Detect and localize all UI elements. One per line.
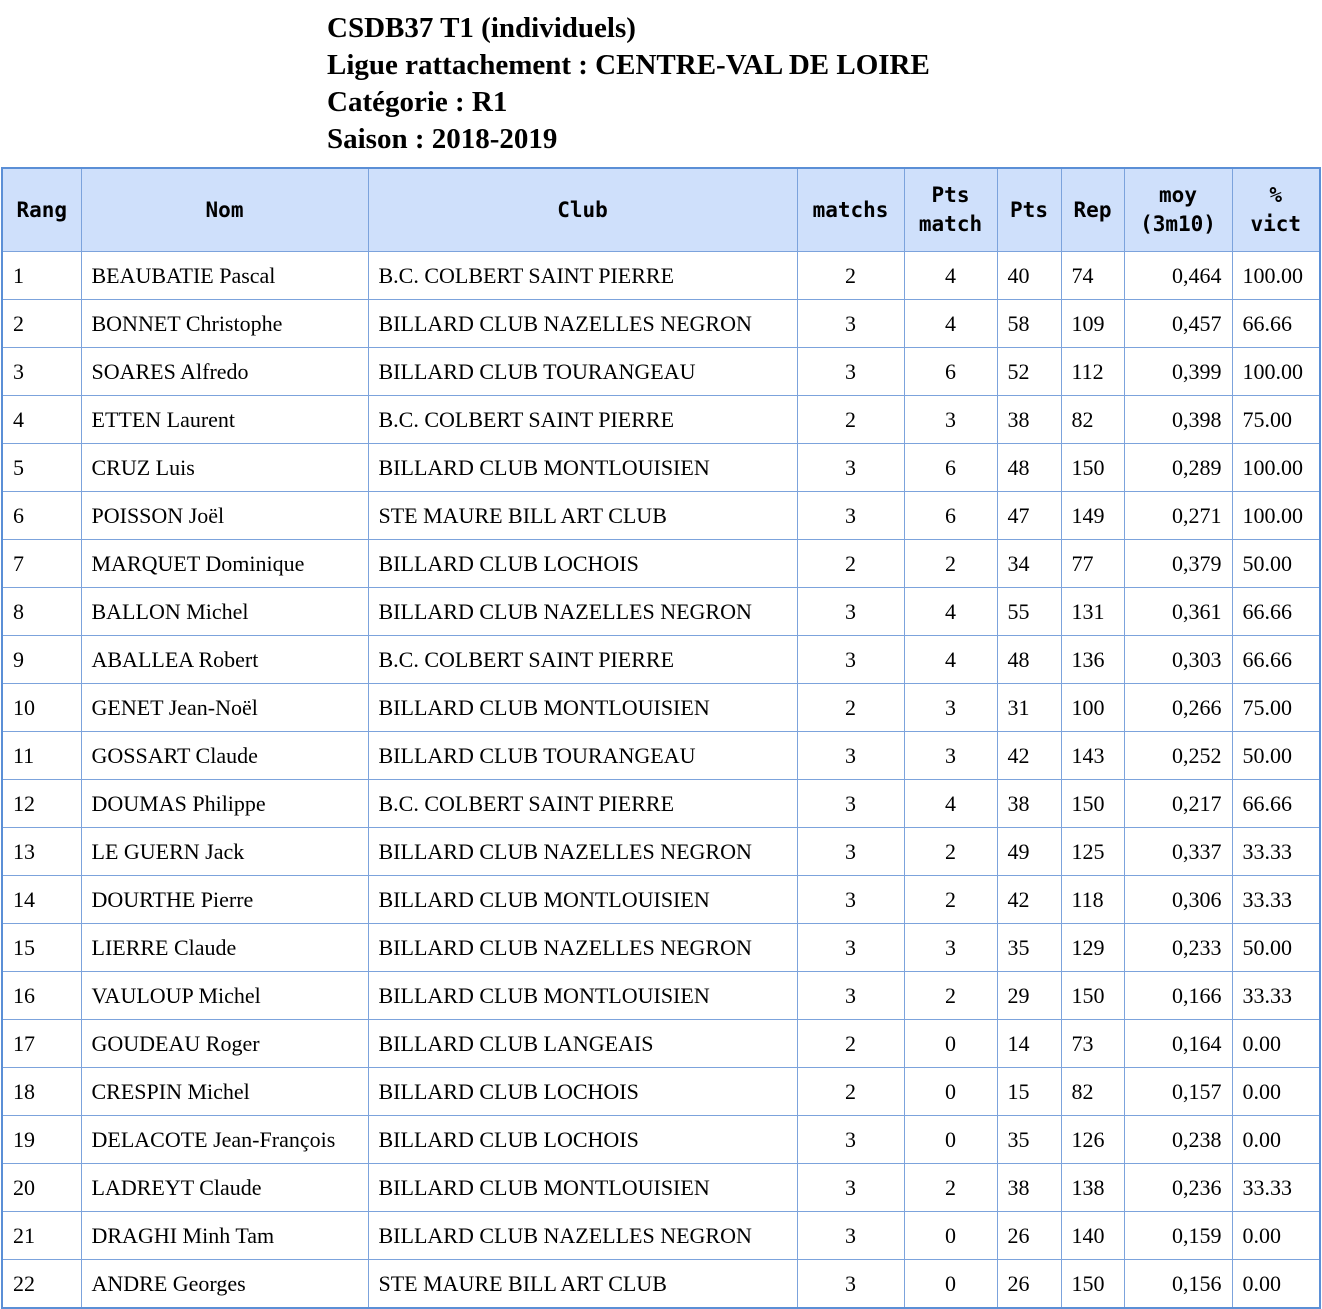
cell-nom: CRUZ Luis [81, 444, 368, 492]
cell-club: B.C. COLBERT SAINT PIERRE [368, 636, 797, 684]
cell-vict: 100.00 [1232, 348, 1320, 396]
cell-nom: GENET Jean-Noël [81, 684, 368, 732]
column-header-rep: Rep [1061, 168, 1124, 252]
cell-pts: 34 [997, 540, 1061, 588]
cell-rep: 150 [1061, 444, 1124, 492]
cell-nom: BONNET Christophe [81, 300, 368, 348]
cell-rang: 11 [2, 732, 81, 780]
cell-pts-match: 6 [904, 444, 997, 492]
cell-nom: SOARES Alfredo [81, 348, 368, 396]
cell-vict: 50.00 [1232, 924, 1320, 972]
cell-rang: 6 [2, 492, 81, 540]
cell-vict: 75.00 [1232, 684, 1320, 732]
cell-matchs: 3 [797, 1212, 904, 1260]
cell-pts-match: 2 [904, 1164, 997, 1212]
cell-rep: 112 [1061, 348, 1124, 396]
cell-nom: GOUDEAU Roger [81, 1020, 368, 1068]
cell-moy: 0,252 [1124, 732, 1232, 780]
cell-pts: 26 [997, 1212, 1061, 1260]
cell-rep: 77 [1061, 540, 1124, 588]
cell-rep: 140 [1061, 1212, 1124, 1260]
cell-rep: 150 [1061, 780, 1124, 828]
cell-pts: 29 [997, 972, 1061, 1020]
table-row [2, 252, 1320, 300]
cell-club: BILLARD CLUB NAZELLES NEGRON [368, 588, 797, 636]
cell-matchs: 3 [797, 828, 904, 876]
cell-pts-match: 0 [904, 1116, 997, 1164]
table-row [2, 1068, 1320, 1116]
competition-title: CSDB37 T1 (individuels) [327, 12, 636, 44]
cell-rep: 129 [1061, 924, 1124, 972]
cell-rang: 12 [2, 780, 81, 828]
cell-pts: 38 [997, 396, 1061, 444]
cell-vict: 100.00 [1232, 252, 1320, 300]
table-header-row [2, 168, 1320, 252]
cell-pts-match: 4 [904, 636, 997, 684]
cell-rang: 8 [2, 588, 81, 636]
cell-vict: 100.00 [1232, 444, 1320, 492]
table-row [2, 1260, 1320, 1309]
cell-moy: 0,289 [1124, 444, 1232, 492]
cell-rang: 1 [2, 252, 81, 300]
cell-pts-match: 2 [904, 540, 997, 588]
cell-nom: DOURTHE Pierre [81, 876, 368, 924]
cell-moy: 0,236 [1124, 1164, 1232, 1212]
cell-matchs: 3 [797, 732, 904, 780]
cell-moy: 0,398 [1124, 396, 1232, 444]
cell-pts-match: 3 [904, 396, 997, 444]
table-row [2, 396, 1320, 444]
cell-pts: 42 [997, 876, 1061, 924]
cell-matchs: 2 [797, 684, 904, 732]
cell-nom: ETTEN Laurent [81, 396, 368, 444]
cell-pts-match: 0 [904, 1260, 997, 1309]
cell-rep: 109 [1061, 300, 1124, 348]
cell-matchs: 2 [797, 252, 904, 300]
cell-rang: 7 [2, 540, 81, 588]
cell-vict: 66.66 [1232, 780, 1320, 828]
cell-rang: 21 [2, 1212, 81, 1260]
cell-rep: 82 [1061, 1068, 1124, 1116]
cell-rep: 143 [1061, 732, 1124, 780]
table-row [2, 444, 1320, 492]
cell-moy: 0,399 [1124, 348, 1232, 396]
cell-moy: 0,303 [1124, 636, 1232, 684]
cell-club: BILLARD CLUB NAZELLES NEGRON [368, 1212, 797, 1260]
table-row [2, 780, 1320, 828]
cell-vict: 33.33 [1232, 828, 1320, 876]
cell-vict: 0.00 [1232, 1260, 1320, 1309]
cell-rang: 16 [2, 972, 81, 1020]
cell-matchs: 2 [797, 540, 904, 588]
cell-club: BILLARD CLUB LOCHOIS [368, 540, 797, 588]
cell-moy: 0,157 [1124, 1068, 1232, 1116]
cell-club: BILLARD CLUB LANGEAIS [368, 1020, 797, 1068]
cell-rang: 22 [2, 1260, 81, 1309]
cell-nom: BEAUBATIE Pascal [81, 252, 368, 300]
table-row [2, 636, 1320, 684]
table-row [2, 348, 1320, 396]
cell-vict: 33.33 [1232, 1164, 1320, 1212]
cell-vict: 33.33 [1232, 972, 1320, 1020]
cell-pts-match: 0 [904, 1068, 997, 1116]
cell-pts: 48 [997, 636, 1061, 684]
cell-vict: 0.00 [1232, 1068, 1320, 1116]
cell-club: BILLARD CLUB NAZELLES NEGRON [368, 300, 797, 348]
cell-club: B.C. COLBERT SAINT PIERRE [368, 396, 797, 444]
cell-matchs: 3 [797, 348, 904, 396]
cell-nom: CRESPIN Michel [81, 1068, 368, 1116]
cell-pts-match: 6 [904, 348, 997, 396]
cell-club: BILLARD CLUB MONTLOUISIEN [368, 444, 797, 492]
cell-matchs: 3 [797, 1260, 904, 1309]
table-row [2, 300, 1320, 348]
cell-club: STE MAURE BILL ART CLUB [368, 1260, 797, 1309]
table-row [2, 876, 1320, 924]
cell-pts-match: 4 [904, 252, 997, 300]
cell-matchs: 2 [797, 1068, 904, 1116]
cell-rep: 100 [1061, 684, 1124, 732]
cell-club: STE MAURE BILL ART CLUB [368, 492, 797, 540]
cell-matchs: 3 [797, 1116, 904, 1164]
cell-moy: 0,159 [1124, 1212, 1232, 1260]
cell-rep: 125 [1061, 828, 1124, 876]
cell-rang: 20 [2, 1164, 81, 1212]
cell-nom: GOSSART Claude [81, 732, 368, 780]
cell-rep: 138 [1061, 1164, 1124, 1212]
cell-nom: ABALLEA Robert [81, 636, 368, 684]
cell-pts-match: 6 [904, 492, 997, 540]
cell-matchs: 3 [797, 1164, 904, 1212]
cell-pts: 35 [997, 1116, 1061, 1164]
cell-moy: 0,379 [1124, 540, 1232, 588]
cell-pts: 38 [997, 1164, 1061, 1212]
cell-rep: 82 [1061, 396, 1124, 444]
cell-nom: MARQUET Dominique [81, 540, 368, 588]
cell-pts-match: 3 [904, 732, 997, 780]
cell-nom: BALLON Michel [81, 588, 368, 636]
cell-matchs: 3 [797, 780, 904, 828]
cell-pts-match: 0 [904, 1212, 997, 1260]
cell-pts: 26 [997, 1260, 1061, 1309]
cell-rang: 10 [2, 684, 81, 732]
cell-pts: 55 [997, 588, 1061, 636]
cell-pts: 35 [997, 924, 1061, 972]
cell-moy: 0,361 [1124, 588, 1232, 636]
cell-club: B.C. COLBERT SAINT PIERRE [368, 780, 797, 828]
cell-rang: 9 [2, 636, 81, 684]
table-row [2, 588, 1320, 636]
cell-rang: 2 [2, 300, 81, 348]
cell-pts: 38 [997, 780, 1061, 828]
cell-rang: 19 [2, 1116, 81, 1164]
cell-pts-match: 4 [904, 780, 997, 828]
cell-club: BILLARD CLUB LOCHOIS [368, 1116, 797, 1164]
cell-vict: 66.66 [1232, 300, 1320, 348]
table-row [2, 540, 1320, 588]
table-row [2, 1212, 1320, 1260]
column-header-club: Club [368, 168, 797, 252]
cell-nom: VAULOUP Michel [81, 972, 368, 1020]
cell-matchs: 3 [797, 636, 904, 684]
cell-club: BILLARD CLUB TOURANGEAU [368, 348, 797, 396]
cell-matchs: 3 [797, 444, 904, 492]
cell-moy: 0,337 [1124, 828, 1232, 876]
cell-pts-match: 4 [904, 588, 997, 636]
cell-vict: 100.00 [1232, 492, 1320, 540]
cell-club: BILLARD CLUB MONTLOUISIEN [368, 684, 797, 732]
cell-rep: 74 [1061, 252, 1124, 300]
table-row [2, 492, 1320, 540]
column-header-pts: Pts [997, 168, 1061, 252]
cell-rang: 18 [2, 1068, 81, 1116]
category-line: Catégorie : R1 [327, 86, 508, 118]
cell-vict: 75.00 [1232, 396, 1320, 444]
cell-moy: 0,164 [1124, 1020, 1232, 1068]
cell-rep: 131 [1061, 588, 1124, 636]
cell-nom: LADREYT Claude [81, 1164, 368, 1212]
table-body [2, 252, 1320, 1309]
cell-vict: 66.66 [1232, 588, 1320, 636]
cell-pts-match: 0 [904, 1020, 997, 1068]
cell-matchs: 3 [797, 588, 904, 636]
table-row [2, 732, 1320, 780]
cell-rep: 136 [1061, 636, 1124, 684]
cell-club: BILLARD CLUB TOURANGEAU [368, 732, 797, 780]
cell-pts-match: 2 [904, 876, 997, 924]
table-row [2, 1116, 1320, 1164]
cell-matchs: 2 [797, 396, 904, 444]
cell-pts: 31 [997, 684, 1061, 732]
cell-rang: 5 [2, 444, 81, 492]
cell-nom: LE GUERN Jack [81, 828, 368, 876]
cell-rep: 126 [1061, 1116, 1124, 1164]
cell-club: BILLARD CLUB MONTLOUISIEN [368, 1164, 797, 1212]
cell-vict: 0.00 [1232, 1020, 1320, 1068]
cell-matchs: 3 [797, 972, 904, 1020]
cell-vict: 66.66 [1232, 636, 1320, 684]
cell-vict: 50.00 [1232, 732, 1320, 780]
cell-matchs: 3 [797, 924, 904, 972]
cell-rang: 13 [2, 828, 81, 876]
cell-pts-match: 4 [904, 300, 997, 348]
cell-nom: POISSON Joël [81, 492, 368, 540]
cell-pts: 58 [997, 300, 1061, 348]
cell-rang: 4 [2, 396, 81, 444]
cell-rep: 150 [1061, 972, 1124, 1020]
column-header-moy: moy (3m10) [1124, 168, 1232, 252]
cell-matchs: 2 [797, 1020, 904, 1068]
cell-rep: 118 [1061, 876, 1124, 924]
cell-pts-match: 3 [904, 684, 997, 732]
table-row [2, 1020, 1320, 1068]
table-row [2, 828, 1320, 876]
cell-moy: 0,166 [1124, 972, 1232, 1020]
cell-club: BILLARD CLUB LOCHOIS [368, 1068, 797, 1116]
cell-pts: 42 [997, 732, 1061, 780]
cell-vict: 0.00 [1232, 1212, 1320, 1260]
cell-moy: 0,156 [1124, 1260, 1232, 1309]
cell-nom: LIERRE Claude [81, 924, 368, 972]
cell-pts: 15 [997, 1068, 1061, 1116]
standings-table [1, 167, 1321, 1309]
column-header-rang: Rang [2, 168, 81, 252]
column-header-matchs: matchs [797, 168, 904, 252]
cell-club: BILLARD CLUB MONTLOUISIEN [368, 876, 797, 924]
table-row [2, 1164, 1320, 1212]
cell-matchs: 3 [797, 300, 904, 348]
cell-moy: 0,266 [1124, 684, 1232, 732]
cell-rang: 17 [2, 1020, 81, 1068]
cell-rep: 73 [1061, 1020, 1124, 1068]
cell-pts: 40 [997, 252, 1061, 300]
cell-nom: DELACOTE Jean-François [81, 1116, 368, 1164]
table-row [2, 924, 1320, 972]
cell-rep: 150 [1061, 1260, 1124, 1309]
cell-moy: 0,464 [1124, 252, 1232, 300]
table-row [2, 684, 1320, 732]
cell-club: BILLARD CLUB MONTLOUISIEN [368, 972, 797, 1020]
page-header [327, 10, 930, 158]
column-header-nom: Nom [81, 168, 368, 252]
cell-pts: 14 [997, 1020, 1061, 1068]
cell-moy: 0,457 [1124, 300, 1232, 348]
cell-pts-match: 2 [904, 828, 997, 876]
league-line: Ligue rattachement : CENTRE-VAL DE LOIRE [327, 49, 930, 81]
cell-rang: 3 [2, 348, 81, 396]
cell-club: B.C. COLBERT SAINT PIERRE [368, 252, 797, 300]
cell-moy: 0,271 [1124, 492, 1232, 540]
cell-matchs: 3 [797, 876, 904, 924]
cell-rang: 14 [2, 876, 81, 924]
cell-pts: 47 [997, 492, 1061, 540]
cell-nom: DOUMAS Philippe [81, 780, 368, 828]
cell-nom: DRAGHI Minh Tam [81, 1212, 368, 1260]
cell-moy: 0,306 [1124, 876, 1232, 924]
cell-rep: 149 [1061, 492, 1124, 540]
table-row [2, 972, 1320, 1020]
cell-pts-match: 3 [904, 924, 997, 972]
cell-pts: 48 [997, 444, 1061, 492]
cell-vict: 33.33 [1232, 876, 1320, 924]
cell-vict: 0.00 [1232, 1116, 1320, 1164]
cell-nom: ANDRE Georges [81, 1260, 368, 1309]
column-header-pts-match: Pts match [904, 168, 997, 252]
cell-club: BILLARD CLUB NAZELLES NEGRON [368, 924, 797, 972]
cell-pts: 49 [997, 828, 1061, 876]
cell-matchs: 3 [797, 492, 904, 540]
season-line: Saison : 2018-2019 [327, 123, 558, 155]
cell-moy: 0,238 [1124, 1116, 1232, 1164]
cell-pts-match: 2 [904, 972, 997, 1020]
cell-club: BILLARD CLUB NAZELLES NEGRON [368, 828, 797, 876]
cell-vict: 50.00 [1232, 540, 1320, 588]
cell-moy: 0,217 [1124, 780, 1232, 828]
cell-moy: 0,233 [1124, 924, 1232, 972]
cell-rang: 15 [2, 924, 81, 972]
cell-pts: 52 [997, 348, 1061, 396]
column-header-vict: % vict [1232, 168, 1320, 252]
